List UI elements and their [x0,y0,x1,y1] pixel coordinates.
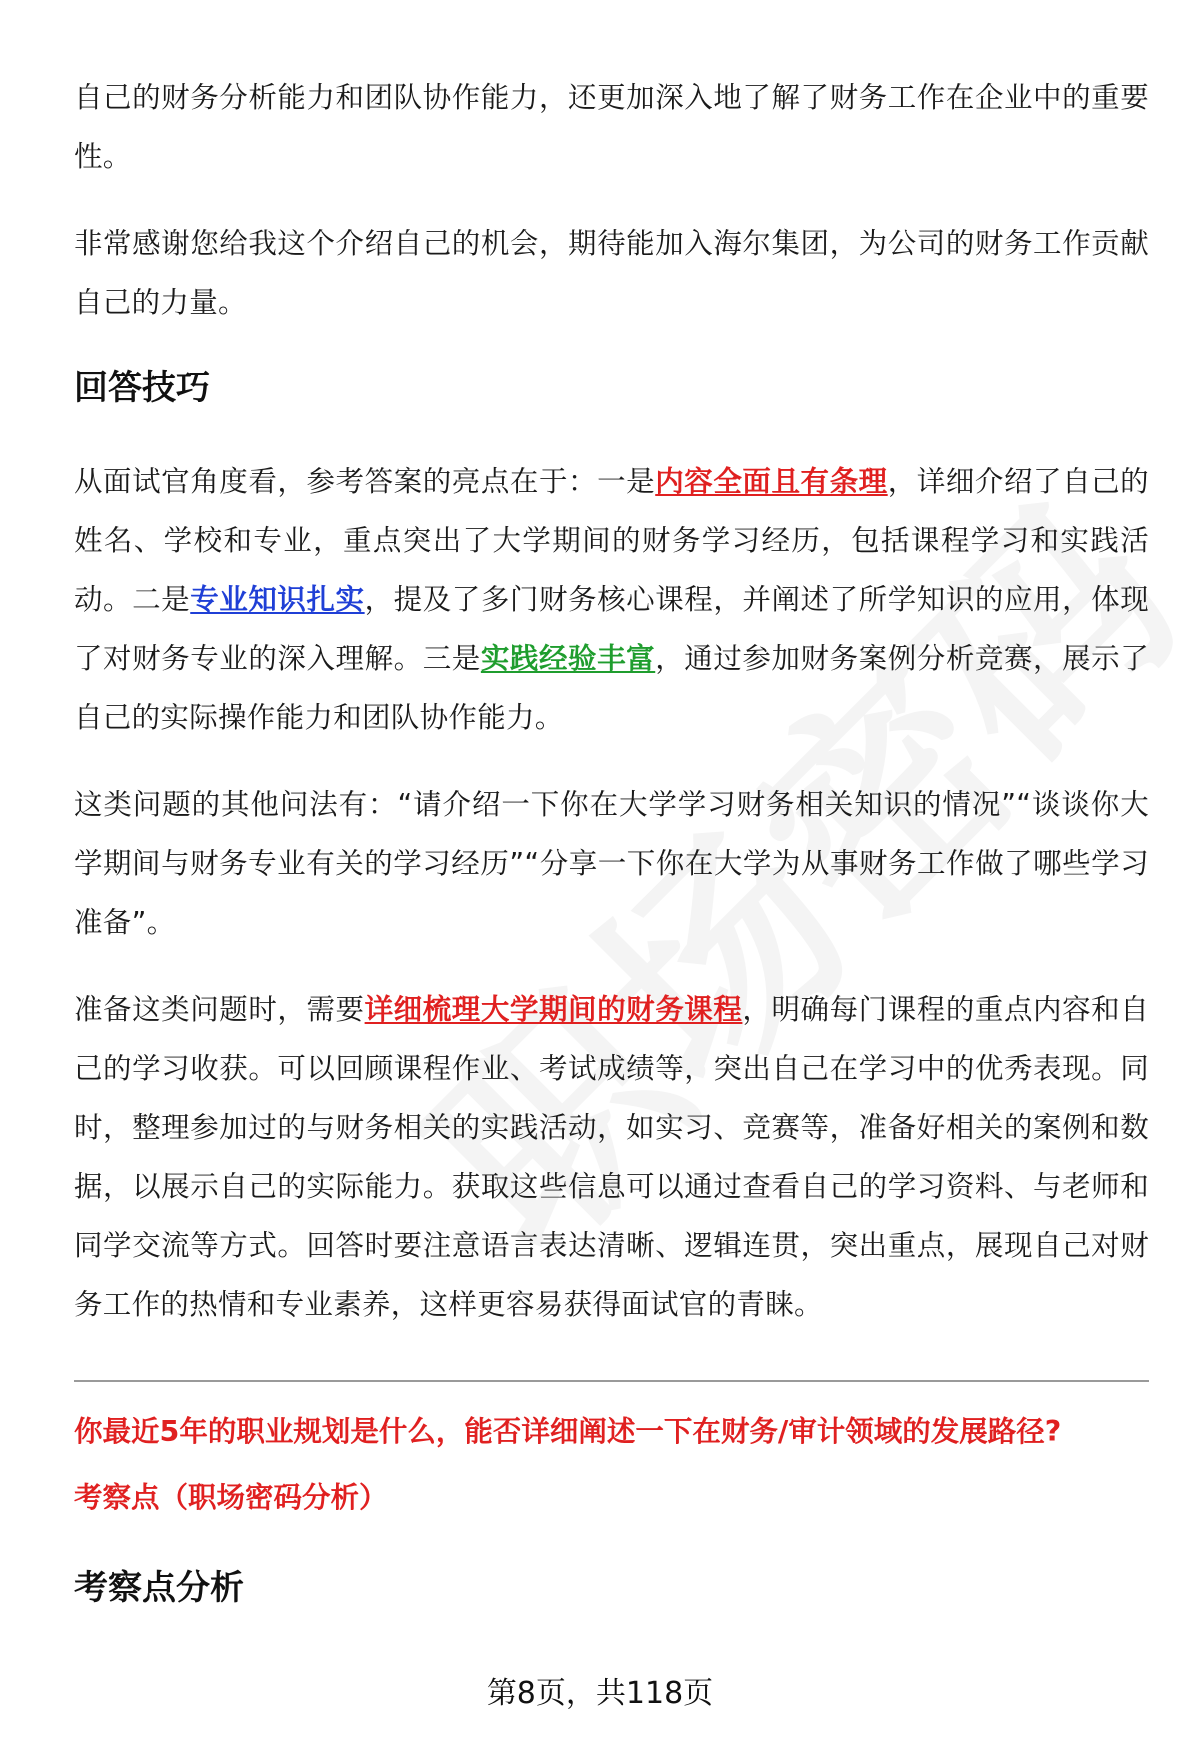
tips-p1-text-3: ，提及了多门财务核心课程，并阐述了所学知识的应用，体现了对财务专业的深入理解。三是 [74,583,1149,675]
tips-paragraph-1 [74,452,1149,747]
document-page [74,68,1149,1616]
tips-paragraph-3 [74,980,1149,1334]
tips-heading: 回答技巧 [74,368,210,408]
tips-p3-text-2: ，明确每门课程的重点内容和自己的学习收获。可以回顾课程作业、考试成绩等，突出自己在学习中的优秀表现。同时，整理参加过的与财务相关的实践活动，如实习、竞赛等，准备好相关的案例和数据，以展示自己的实际能力。获取这些信息可以通过查看自己的学习资料、与老师和同学交流等方式。回答时要注意语言表达清晰、逻辑连贯，突出重点，展现自己对财务工作的热情和专业素养，这样更容易获得面试官的青睐。 [74,993,1149,1321]
intro-paragraph-1: 自己的财务分析能力和团队协作能力，还更加深入地了解了财务工作在企业中的重要性。 [74,81,1149,173]
examination-point-title: 考察点（职场密码分析） [74,1481,388,1514]
analysis-heading: 考察点分析 [74,1568,244,1608]
tips-p1-text-4: ，通过参加财务案例分析竞赛，展示了自己的实际操作能力和团队协作能力。 [74,642,1150,734]
section-divider [74,1380,1149,1382]
tips-p1-text-1: 从面试官角度看，参考答案的亮点在于：一是 [74,465,656,498]
highlight-knowledge: 专业知识扎实 [190,583,365,616]
highlight-experience: 实践经验丰富 [480,642,656,675]
intro-paragraph-2: 非常感谢您给我这个介绍自己的机会，期待能加入海尔集团，为公司的财务工作贡献自己的力量。 [74,227,1149,319]
page-number: 第8页，共118页 [486,1676,714,1711]
tips-p1-text-2: ，详细介绍了自己的姓名、学校和专业，重点突出了大学期间的财务学习经历，包括课程学习和实践活动。二是 [74,465,1149,616]
highlight-courses: 详细梳理大学期间的财务课程 [364,993,743,1026]
tips-paragraph-2: 这类问题的其他问法有：“请介绍一下你在大学学习财务相关知识的情况”“谈谈你大学期间与财务专业有关的学习经历”“分享一下你在大学为从事财务工作做了哪些学习准备”。 [74,788,1149,939]
highlight-comprehensive: 内容全面且有条理 [655,465,888,498]
next-question: 你最近5年的职业规划是什么，能否详细阐述一下在财务/审计领域的发展路径? [74,1415,1062,1448]
tips-p3-text-1: 准备这类问题时，需要 [74,993,365,1026]
